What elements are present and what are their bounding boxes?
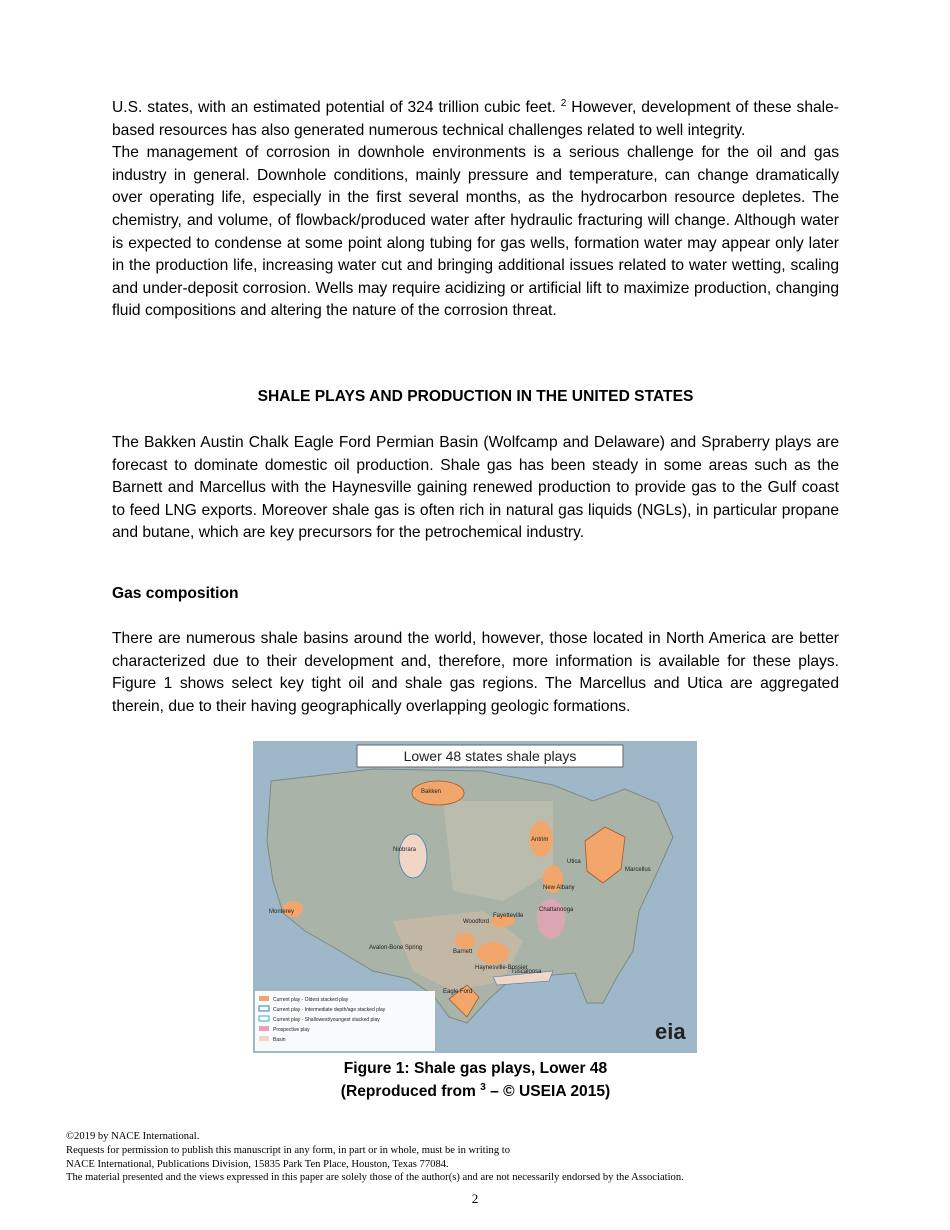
page-number: 2 — [471, 1191, 479, 1206]
legend-swatch-basin — [259, 1036, 269, 1041]
label-new-albany: New Albany — [543, 885, 575, 891]
label-fayetteville: Fayetteville — [493, 913, 524, 919]
chattanooga-play — [537, 899, 565, 939]
caption-text-a: (Reproduced from — [340, 1083, 481, 1100]
label-woodford: Woodford — [463, 919, 489, 925]
label-utica: Utica — [567, 859, 581, 865]
eia-logo: eia — [655, 1019, 686, 1044]
section-heading: SHALE PLAYS AND PRODUCTION IN THE UNITED STATES — [257, 388, 694, 405]
map-title: Lower 48 states shale plays — [403, 748, 577, 764]
caption-text-b: – © USEIA 2015) — [485, 1083, 611, 1100]
plays-paragraph: The Bakken Austin Chalk Eagle Ford Permian Basin (Wolfcamp and Delaware) and Spraberry plays are forecast to dominate domestic oil production. Shale gas has been steady in some areas such as the Barnett and Marcellus with the Haynesville gaining renewed production to provide gas to the Gulf coast to feed LNG exports. Moreover shale gas is often rich in natural gas liquids (NGLs), in particular propane and butane, which are key precursors for the petrochemical industry. — [112, 434, 839, 542]
figure-caption — [112, 1057, 839, 1103]
legend-item-basin: Basin — [273, 1037, 286, 1043]
label-barnett: Barnett — [453, 949, 473, 955]
legend-item-shallowest: Current play - Shallowest/youngest stacked play — [273, 1017, 380, 1023]
haynesville-play — [477, 942, 509, 964]
legend-swatch-oldest — [259, 996, 269, 1001]
label-haynesville: Haynesville-Bossier — [475, 965, 528, 971]
intro-text-a: U.S. states, with an estimated potential of 324 trillion cubic feet. — [112, 99, 556, 116]
footer-line-2: Requests for permission to publish this manuscript in any form, in part or in whole, must be in writing to — [66, 1144, 511, 1156]
legend-item-prospective: Prospective play — [273, 1027, 310, 1033]
basins-paragraph: There are numerous shale basins around the world, however, those located in North America are better characterized due to their development and, therefore, more information is available for these plays. Figure 1 shows select key tight oil and shale gas regions. The Marcellus and Utica are aggregated therein, due to their having geographically overlapping geologic formations. — [112, 630, 839, 715]
caption-line-2 — [112, 1080, 839, 1103]
footer-line-3: NACE International, Publications Division, 15835 Park Ten Place, Houston, Texas 77084. — [66, 1158, 449, 1170]
shale-plays-map — [253, 741, 697, 1053]
label-bakken: Bakken — [421, 789, 442, 795]
label-chattanooga: Chattanooga — [539, 907, 574, 913]
footer-line-4: The material presented and the views expressed in this paper are solely those of the author(s) and are not necessarily endorsed by the Association. — [66, 1172, 684, 1184]
reference-3[interactable]: 3 — [480, 1082, 486, 1093]
legend-item-intermediate: Current play - Intermediate depth/age stacked play — [273, 1007, 386, 1013]
reference-2[interactable]: 2 — [560, 98, 567, 109]
intro-text-b: However, development of these shale-based resources has also generated numerous technical challenges related to well integrity. — [112, 99, 839, 139]
gas-composition-heading: Gas composition — [112, 585, 239, 602]
intro-paragraph — [112, 97, 839, 323]
corrosion-paragraph: The management of corrosion in downhole environments is a serious challenge for the oil and gas industry in general. Downhole conditions, mainly pressure and temperature, can change dramatically over operating life, especially in the first several months, as the hydrocarbon resource depletes. The chemistry, and volume, of flowback/produced water after hydraulic fracturing will change. Although water is expected to condense at some point along tubing for gas wells, formation water may appear only later in the production life, increasing water cut and bringing additional issues related to water wetting, scaling and under-deposit corrosion. Wells may require acidizing or artificial lift to maximize production, changing fluid compositions and altering the nature of the corrosion threat. — [112, 144, 839, 320]
label-antrim: Antrim — [531, 837, 549, 843]
label-niobrara: Niobrara — [393, 847, 417, 853]
label-tuscaloosa: Tuscaloosa — [511, 969, 542, 975]
legend-swatch-prospective — [259, 1026, 269, 1031]
map-svg — [253, 741, 697, 1053]
caption-line-1: Figure 1: Shale gas plays, Lower 48 — [343, 1060, 608, 1077]
barnett-play — [455, 933, 475, 949]
copyright-footer — [66, 1130, 684, 1185]
niobrara-play — [399, 834, 427, 878]
label-eagle-ford: Eagle Ford — [443, 989, 473, 995]
legend-item-oldest: Current play - Oldest stacked play — [273, 997, 349, 1003]
label-avalon: Avalon-Bone Spring — [369, 945, 423, 951]
label-monterey: Monterey — [269, 909, 295, 915]
label-marcellus: Marcellus — [625, 867, 651, 873]
footer-line-1: ©2019 by NACE International. — [66, 1131, 200, 1142]
